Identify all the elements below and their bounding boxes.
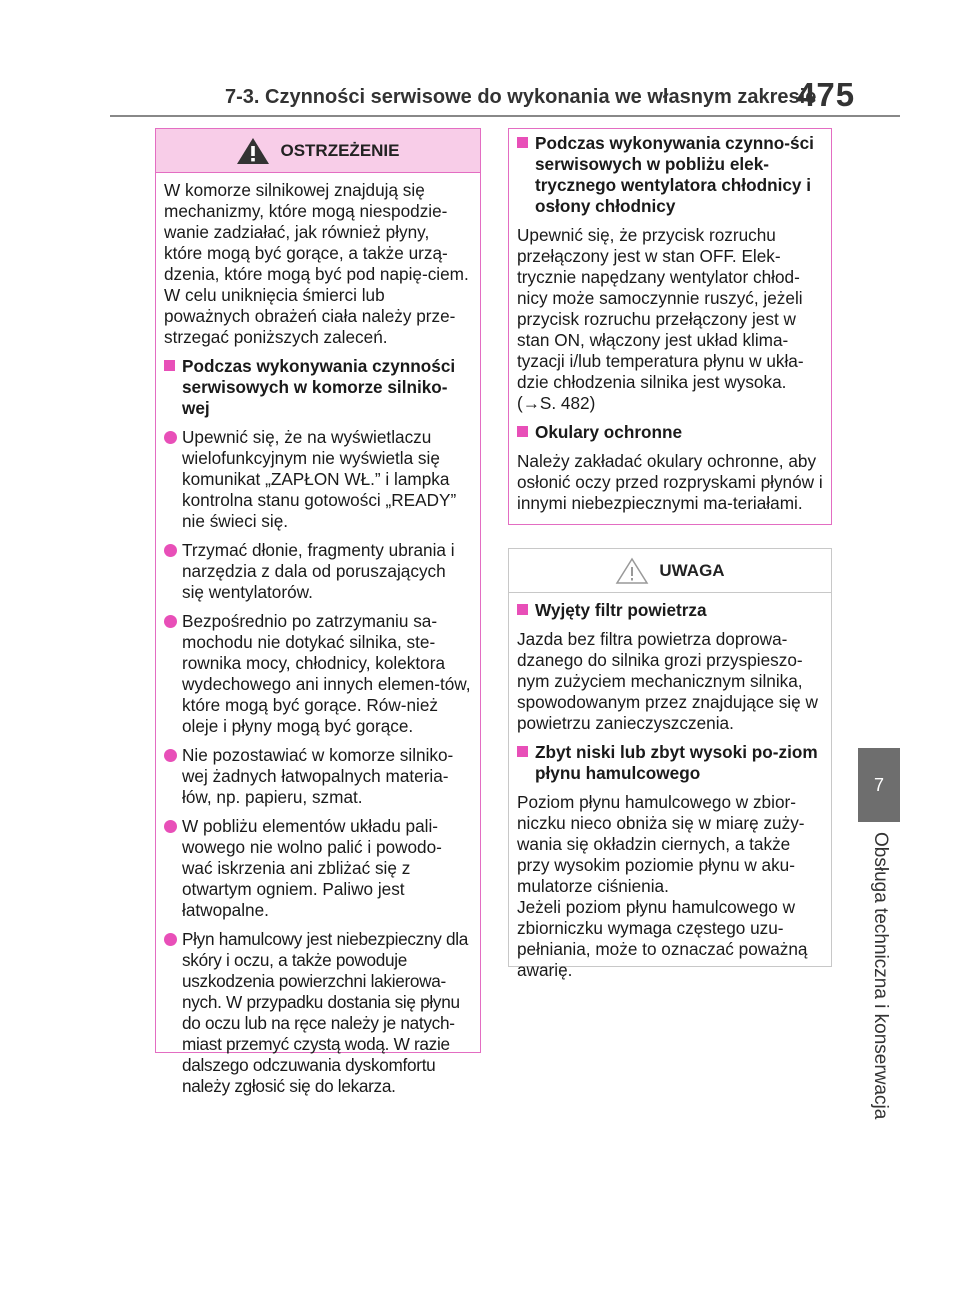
warning-subheading-text: Podczas wykonywania czynności serwisowych w komorze silniko-wej (182, 356, 456, 418)
warning-continued-reference: (→S. 482) (517, 393, 596, 413)
warning-box-content (156, 173, 480, 1097)
warning-continued-subheading (517, 422, 823, 443)
chapter-tab: 7 (858, 748, 900, 822)
notice-box-title: UWAGA (659, 560, 725, 580)
warning-continued-content (509, 129, 831, 514)
page-header-title: 7-3. Czynności serwisowe do wykonania we własnym zakresie (225, 86, 817, 108)
pink-dot-icon (164, 615, 177, 628)
chapter-side-label: Obsługa techniczna i konserwacja (870, 832, 891, 1120)
notice-subheading-text: Wyjęty filtr powietrza (535, 600, 707, 620)
pink-dot-icon (164, 820, 177, 833)
warning-box-title: OSTRZEŻENIE (280, 140, 400, 160)
notice-paragraph: Poziom płynu hamulcowego w zbior-niczku nieco obniża się w miarę zuży-wania się okładzin ciernych, a także przy wysokim poziomie płynu w aku-mulatorze ciśnienia. (517, 792, 805, 896)
notice-box-header (509, 549, 831, 593)
pink-square-icon (517, 746, 528, 757)
warning-bullet (164, 611, 472, 737)
notice-box-content (509, 593, 831, 981)
warning-intro: W komorze silnikowej znajdują się mechanizmy, które mogą niespodzie-wanie zadziałać, jak również płyny, które mogą być gorące, a także urzą-dzenia, które mogą być pod napię-ciem. W celu uniknięcia śmierci lub poważnych obrażeń ciała należy prze-strzegać poniższych zaleceń. (164, 180, 469, 347)
header-rule (110, 115, 900, 117)
pink-dot-icon (164, 933, 177, 946)
warning-bullet-text: Bezpośrednio po zatrzymaniu sa-mochodu nie dotykać silnika, ste-rownika mocy, chłodnicy, kolektora wydechowego ani innych elemen-tów, które mogą być gorące. Rów-nież oleje i płyny mogą być gorące. (182, 611, 471, 736)
warning-box-header (156, 129, 480, 173)
notice-subheading (517, 600, 823, 621)
warning-bullet-text: Płyn hamulcowy jest niebezpieczny dla skóry i oczu, a także powoduje uszkodzenia powierzchni lakierowa-nych. W przypadku dostania się płynu do oczu lub na ręce należy je natych-miast przemyć czystą wodą. W razie dalszego odczuwania dyskomfortu należy zgłosić się do lekarza. (182, 929, 469, 1096)
pink-square-icon (517, 604, 528, 615)
pink-square-icon (164, 360, 175, 371)
warning-bullet (164, 540, 472, 603)
warning-box (155, 128, 481, 1096)
warning-subheading (164, 356, 472, 419)
warning-bullet-text: W pobliżu elementów układu pali-wowego nie wolno palić i powodo-wać iskrzenia ani zbliżać się z otwartym ogniem. Paliwo jest łatwopalne. (182, 816, 442, 920)
warning-bullet (164, 816, 472, 921)
warning-continued-box (508, 128, 832, 525)
pink-square-icon (517, 137, 528, 148)
warning-bullet (164, 745, 472, 808)
pink-square-icon (517, 426, 528, 437)
pink-dot-icon (164, 431, 177, 444)
warning-continued-paragraph: Upewnić się, że przycisk rozruchu przełączony jest w stan OFF. Elek-trycznie napędzany wentylator chłod-nicy może samoczynnie ruszyć, jeżeli przycisk rozruchu przełączony jest w stan ON, włączony jest układ klima-tyzacji i/lub temperatura płynu w ukła-dzie chłodzenia silnika jest wysoka. (517, 225, 804, 392)
notice-paragraph: Jeżeli poziom płynu hamulcowego w zbiorniczku wymaga częstego uzu-pełniania, może to oznaczać poważną awarię. (517, 897, 808, 980)
pink-dot-icon (164, 544, 177, 557)
notice-paragraph: Jazda bez filtra powietrza doprowa-dzanego do silnika grozi przyspieszo-nym zużyciem mechanicznym silnika, spowodowanym przez znajdujące się w powietrzu zanieczyszczenia. (517, 629, 818, 733)
warning-continued-subheading (517, 133, 823, 217)
pink-dot-icon (164, 749, 177, 762)
notice-subheading-text: Zbyt niski lub zbyt wysoki po-ziom płynu hamulcowego (535, 742, 818, 783)
warning-bullet-text: Trzymać dłonie, fragmenty ubrania i narzędzia z dala od poruszających się wentylatorów. (182, 540, 455, 602)
warning-triangle-icon (236, 137, 270, 165)
caution-triangle-outline-icon (615, 557, 649, 585)
notice-box (508, 548, 832, 980)
warning-bullet (164, 929, 472, 1097)
notice-subheading (517, 742, 823, 784)
warning-continued-paragraph: Należy zakładać okulary ochronne, aby osłonić oczy przed rozpryskami płynów i innymi niebezpiecznymi ma-teriałami. (517, 451, 823, 513)
warning-continued-subheading-text: Okulary ochronne (535, 422, 683, 442)
page-number: 475 (797, 76, 856, 113)
warning-bullet-text: Upewnić się, że na wyświetlaczu wielofunkcyjnym nie wyświetla się komunikat „ZAPŁON WŁ.” i lampka kontrolna stanu gotowości „READY” nie świeci się. (182, 427, 457, 531)
warning-continued-subheading-text: Podczas wykonywania czynno-ści serwisowych w pobliżu elek-trycznego wentylatora chłodnicy i osłony chłodnicy (535, 133, 814, 216)
warning-bullet-text: Nie pozostawiać w komorze silniko-wej żadnych łatwopalnych materia-łów, np. papieru, szmat. (182, 745, 454, 807)
warning-bullet (164, 427, 472, 532)
